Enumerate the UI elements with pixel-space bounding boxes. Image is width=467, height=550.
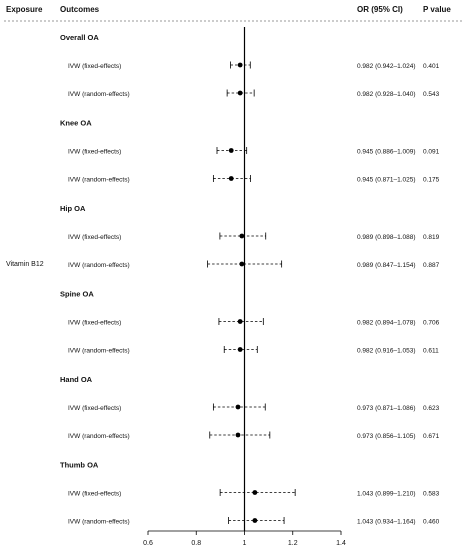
or-point [239, 234, 244, 239]
group-label: Hand OA [60, 375, 93, 384]
or-ci-text: 1.043 (0.934–1.164) [357, 518, 416, 526]
x-tick-label: 1.2 [287, 540, 298, 547]
or-ci-text: 0.989 (0.898–1.088) [357, 234, 416, 241]
header-exposure: Exposure [6, 5, 43, 14]
or-ci-text: 0.982 (0.928–1.040) [357, 91, 416, 98]
or-point [238, 347, 243, 352]
p-value-text: 0.611 [423, 347, 439, 355]
or-point [236, 433, 241, 438]
or-ci-text: 0.982 (0.894–1.078) [357, 319, 416, 327]
p-value-text: 0.401 [423, 63, 440, 70]
row-method-label: IVW (random-effects) [68, 262, 130, 269]
or-ci-text: 0.973 (0.871–1.086) [357, 405, 416, 412]
p-value-text: 0.706 [423, 319, 440, 327]
or-point [236, 405, 241, 410]
row-method-label: IVW (fixed-effects) [68, 405, 122, 412]
or-ci-text: 0.982 (0.942–1.024) [357, 63, 416, 70]
exposure-label: Vitamin B12 [6, 261, 44, 268]
x-tick-label: 1 [242, 540, 247, 547]
p-value-text: 0.623 [423, 405, 440, 412]
group-label: Knee OA [60, 118, 92, 128]
header-outcomes: Outcomes [60, 5, 100, 14]
p-value-text: 0.175 [423, 176, 440, 184]
group-label: Spine OA [60, 289, 94, 299]
x-tick-label: 1.4 [336, 540, 346, 547]
row-method-label: IVW (random-effects) [68, 518, 130, 526]
or-point [239, 262, 244, 267]
row-method-label: IVW (random-effects) [68, 347, 130, 355]
p-value-text: 0.671 [423, 433, 440, 440]
row-method-label: IVW (fixed-effects) [68, 490, 122, 498]
p-value-text: 0.819 [423, 234, 440, 241]
or-point [252, 490, 257, 495]
x-tick-label: 0.8 [191, 540, 202, 547]
or-ci-text: 0.982 (0.916–1.053) [357, 347, 416, 355]
group-label: Hip OA [60, 204, 86, 213]
row-method-label: IVW (fixed-effects) [68, 63, 122, 70]
or-ci-text: 0.945 (0.871–1.025) [357, 176, 416, 184]
or-point [229, 176, 234, 181]
x-tick-label: 0.6 [143, 540, 153, 547]
p-value-text: 0.583 [423, 490, 440, 498]
header-p-value: P value [423, 5, 451, 14]
group-label: Overall OA [60, 33, 99, 42]
or-ci-text: 0.973 (0.856–1.105) [357, 433, 416, 440]
header-or: OR (95% CI) [357, 5, 403, 14]
or-point [229, 148, 234, 153]
row-method-label: IVW (fixed-effects) [68, 148, 122, 156]
or-ci-text: 0.945 (0.886–1.009) [357, 148, 416, 156]
row-method-label: IVW (fixed-effects) [68, 234, 122, 241]
row-method-label: IVW (random-effects) [68, 176, 130, 184]
or-ci-text: 0.989 (0.847–1.154) [357, 262, 416, 269]
or-ci-text: 1.043 (0.899–1.210) [357, 490, 416, 498]
p-value-text: 0.460 [423, 518, 440, 526]
row-method-label: IVW (random-effects) [68, 91, 130, 98]
or-point [238, 91, 243, 96]
p-value-text: 0.091 [423, 148, 440, 156]
or-point [238, 63, 243, 68]
p-value-text: 0.887 [423, 262, 440, 269]
p-value-text: 0.543 [423, 91, 440, 98]
row-method-label: IVW (random-effects) [68, 433, 130, 440]
or-point [252, 518, 257, 523]
row-method-label: IVW (fixed-effects) [68, 319, 122, 327]
or-point [238, 319, 243, 324]
group-label: Thumb OA [60, 460, 99, 470]
